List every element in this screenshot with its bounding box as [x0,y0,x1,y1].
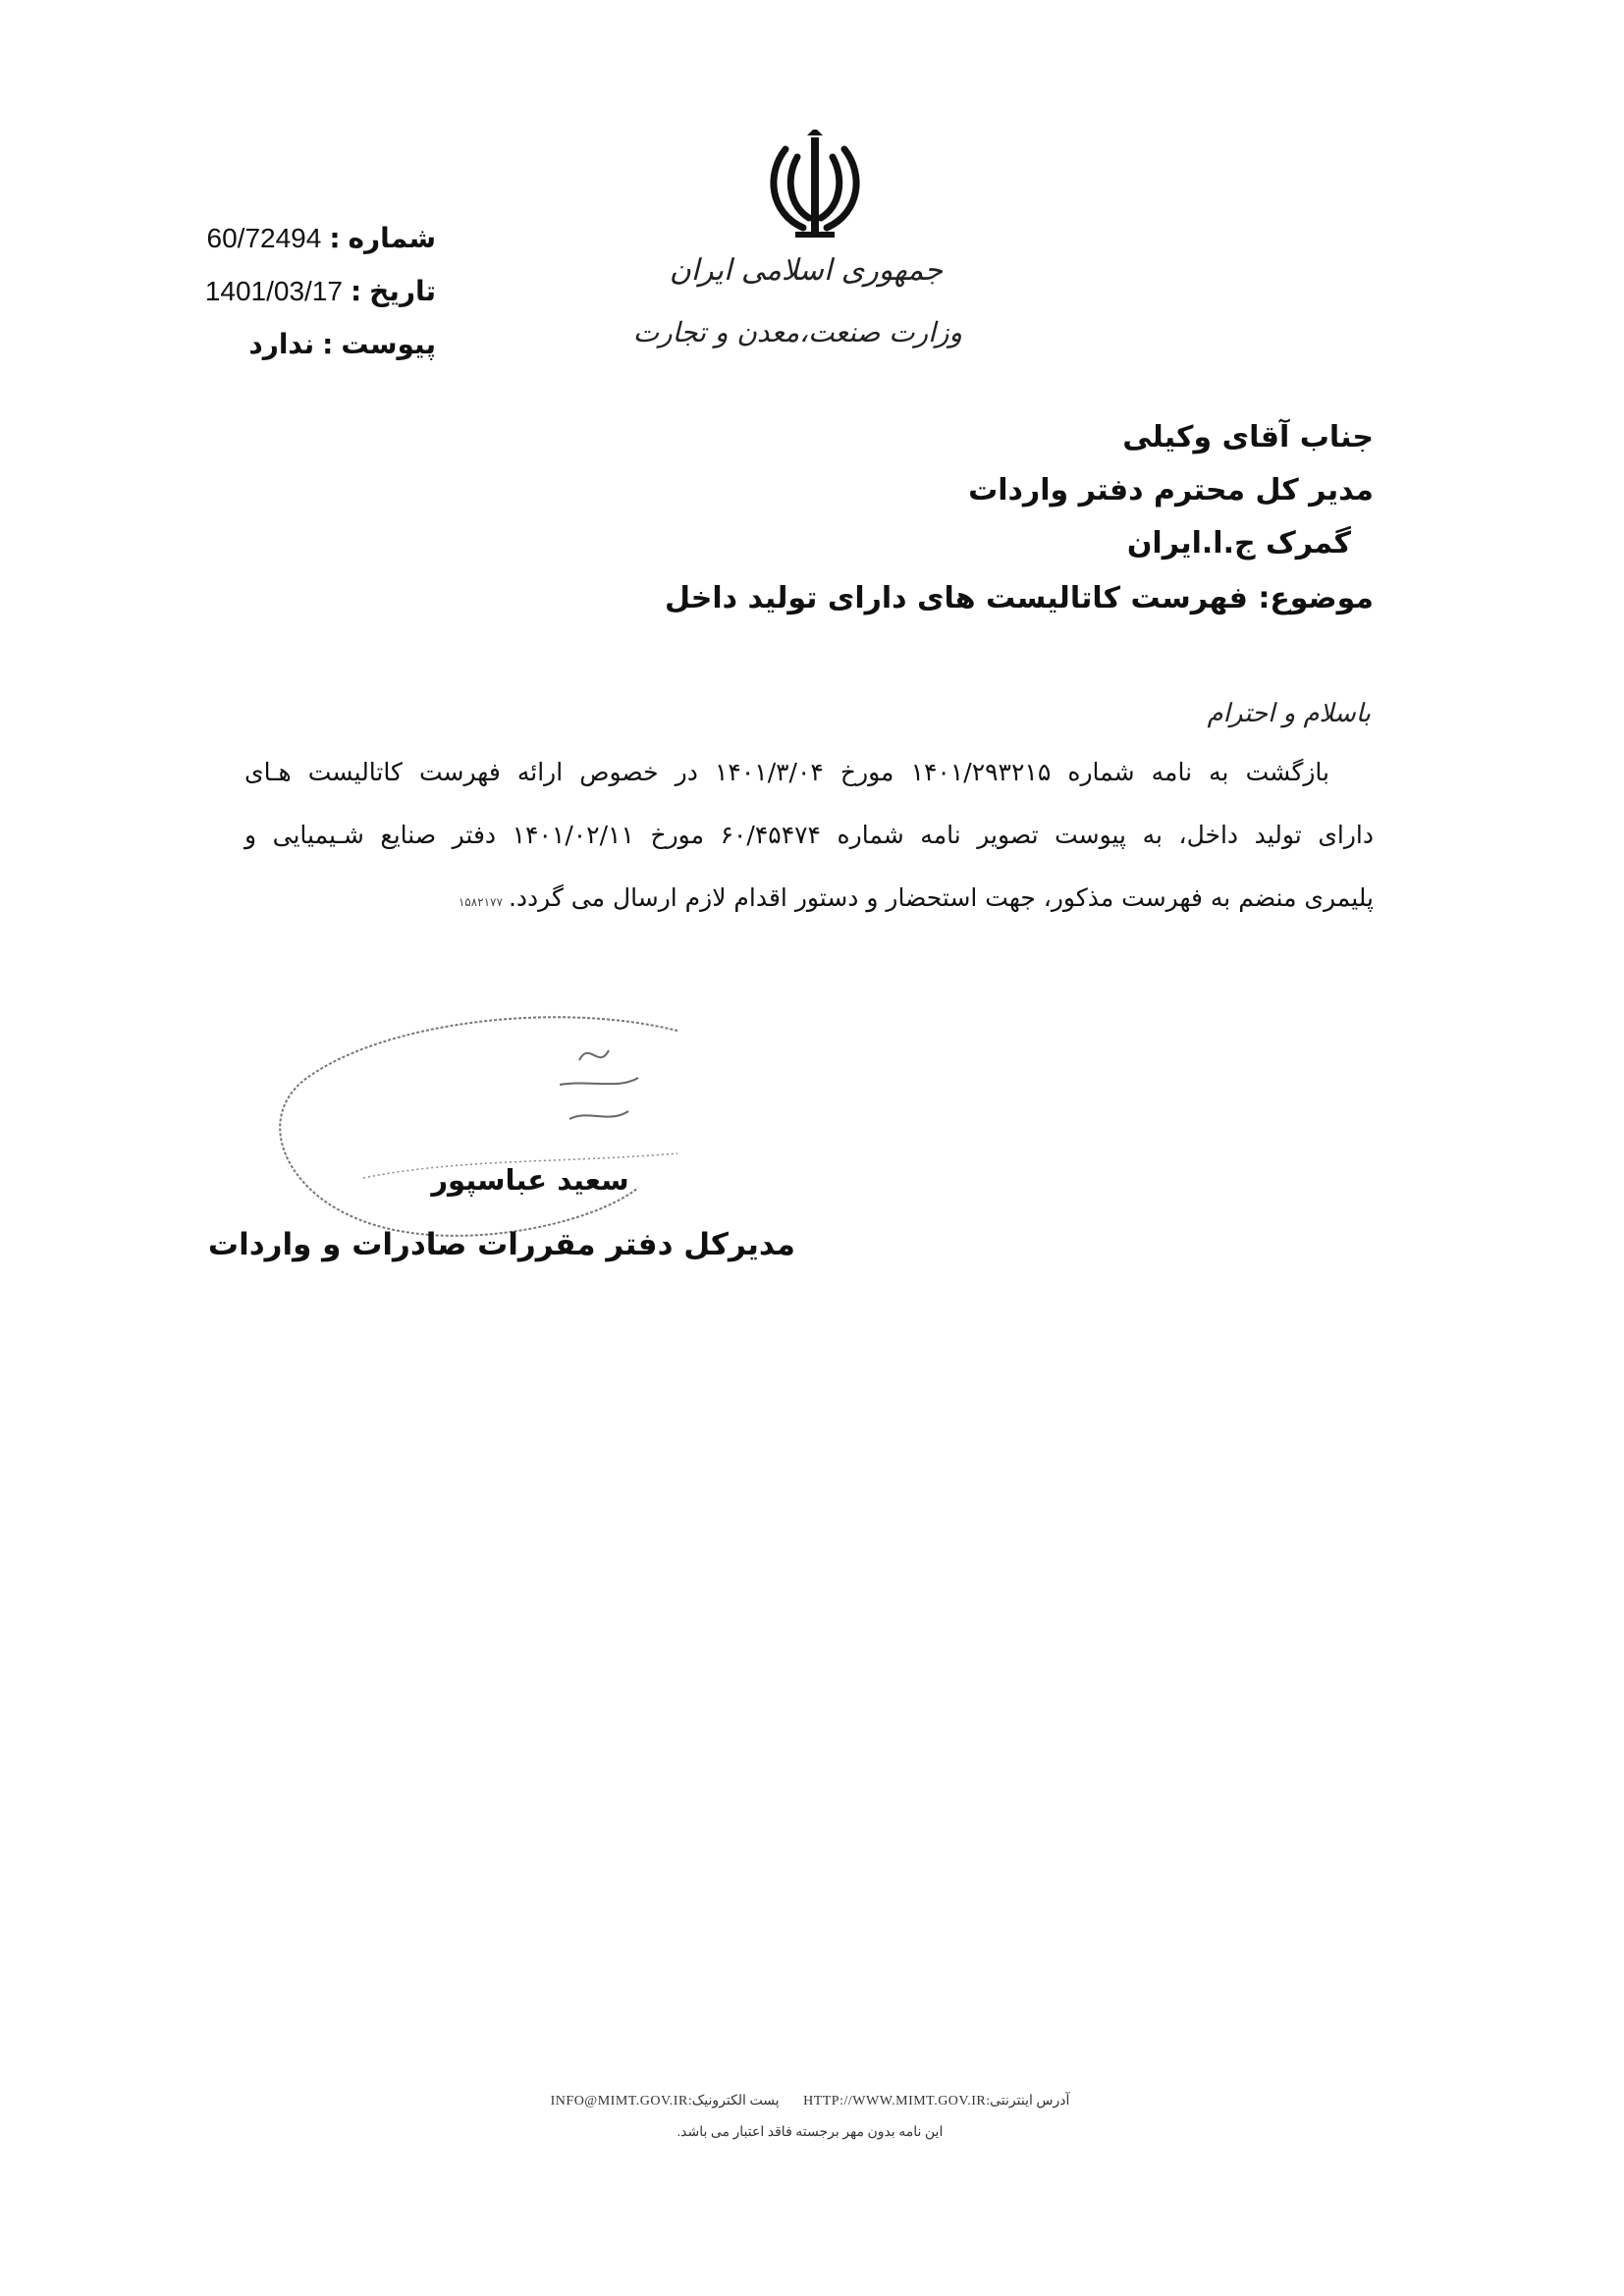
addressee-title: مدیر کل محترم دفتر واردات [968,473,1374,507]
body-line-1: بازگشت به نامه شماره ۱۴۰۱/۲۹۳۲۱۵ مورخ ۱۴۰۱/۳/۰۴ در خصوص ارائه فهرست کاتالیست هـای [244,758,1329,786]
footer-email: INFO@MIMT.GOV.IR [550,2094,688,2109]
letter-date-label: تاریخ [369,275,436,307]
ministry-name: وزارت صنعت،معدن و تجارت [632,316,962,348]
body-line-3 [244,883,1374,912]
letter-attachment-label: پیوست [341,328,436,360]
footer-contact [393,2093,1227,2109]
letter-date-value: 1401/03/17 [204,276,343,306]
letter-date-separator: : [350,275,362,307]
greeting: باسلام و احترام [1207,699,1371,728]
reference-code: ۱۵۸۲۱۷۷ [458,895,503,909]
addressee-name: جناب آقای وکیلی [1122,420,1374,454]
addressee-organization: گمرک ج.ا.ایران [1126,526,1351,561]
letter-number-label: شماره [348,222,436,254]
iran-emblem-icon [756,130,874,247]
letter-subject: موضوع: فهرست کاتالیست های دارای تولید داخل [664,581,1374,615]
letter-attachment-value: ندارد [248,328,315,360]
signer-name: سعید عباسپور [431,1163,629,1197]
body-line-3-text: پلیمری منضم به فهرست مذکور، جهت استحضار و دستور اقدام لازم ارسال می گردد. [508,883,1374,912]
letter-number-row [112,222,436,265]
letter-date-row [112,275,436,318]
footer-website-label: آدرس اینترنتی: [986,2094,1070,2109]
signer-title: مدیرکل دفتر مقررات صادرات و واردات [207,1227,795,1262]
republic-name: جمهوری اسلامی ایران [669,253,943,288]
signature-scribble-icon [265,991,717,1247]
letter-attachment-row [112,328,436,371]
letter-number-value: 60/72494 [206,223,322,253]
letter-attachment-separator: : [322,328,334,360]
footer-note: این نامه بدون مهر برجسته فاقد اعتبار می باشد. [677,2125,944,2140]
footer-website: HTTP://WWW.MIMT.GOV.IR [803,2094,987,2109]
body-line-2: دارای تولید داخل، به پیوست تصویر نامه شماره ۶۰/۴۵۴۷۴ مورخ ۱۴۰۱/۰۲/۱۱ دفتر صنایع شـیمیایی و [244,821,1374,849]
letter-number-separator: : [329,222,341,254]
footer-email-label: پست الکترونیک: [687,2094,780,2109]
